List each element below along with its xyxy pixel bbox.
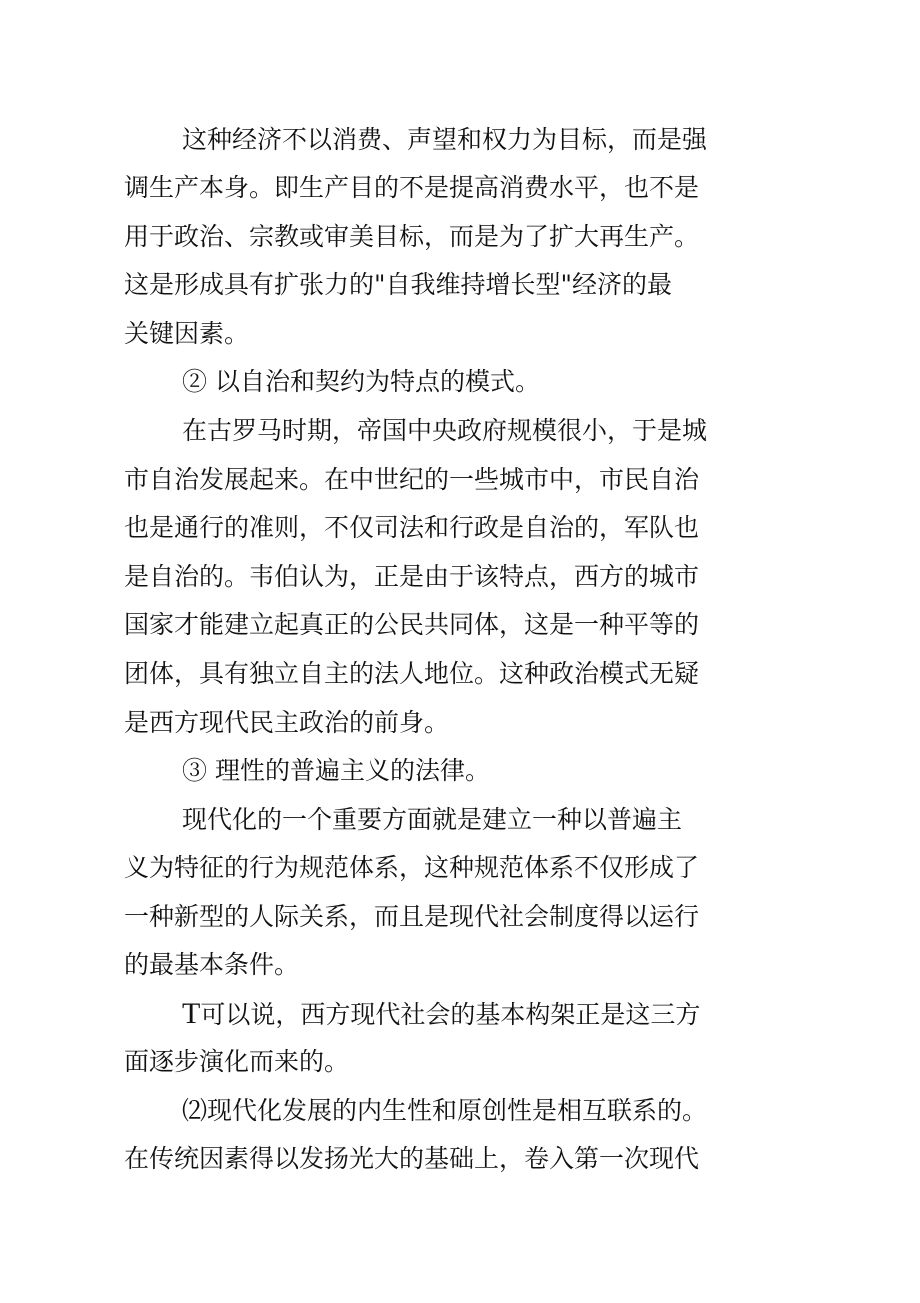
paragraph-3-line-4: 的最基本条件。 bbox=[124, 950, 300, 979]
paragraph-2-line-4: 是自治的。韦伯认为，正是由于该特点，西方的城市 bbox=[124, 562, 700, 591]
paragraph-2-line-2: 市自治发展起来。在中世纪的一些城市中，市民自治 bbox=[124, 465, 700, 494]
paragraph-1-line-1: 这种经济不以消费、声望和权力为目标，而是强 bbox=[182, 125, 708, 154]
paragraph-3-line-3: 一种新型的人际关系，而且是现代社会制度得以运行 bbox=[124, 902, 700, 931]
paragraph-2-line-1: 在古罗马时期，帝国中央政府规模很小，于是城 bbox=[182, 416, 708, 445]
paragraph-2-line-5: 国家才能建立起真正的公民共同体，这是一种平等的 bbox=[124, 610, 700, 639]
paragraph-5-line-1: ⑵现代化发展的内生性和原创性是相互联系的。 bbox=[182, 1096, 708, 1125]
paragraph-1-line-2: 调生产本身。即生产目的不是提高消费水平，也不是 bbox=[124, 173, 700, 202]
paragraph-1-line-4: 这是形成具有扩张力的"自我维持增长型"经济的最 bbox=[124, 270, 672, 299]
paragraph-5-line-2: 在传统因素得以发扬光大的基础上，卷入第一次现代 bbox=[124, 1144, 700, 1173]
paragraph-4-line-1-text: 可以说，西方现代社会的基本构架正是这三方 bbox=[200, 1000, 701, 1029]
paragraph-4-line-2: 面逐步演化而来的。 bbox=[124, 1047, 350, 1076]
paragraph-2-line-7: 是西方现代民主政治的前身。 bbox=[124, 708, 450, 737]
paragraph-4-line-1 bbox=[182, 994, 700, 1034]
paragraph-2-line-6: 团体，具有独立自主的法人地位。这种政治模式无疑 bbox=[124, 659, 700, 688]
section-heading-3: ③ 理性的普遍主义的法律。 bbox=[182, 756, 490, 785]
paragraph-1-line-5: 关键因素。 bbox=[124, 319, 250, 348]
paragraph-3-line-1: 现代化的一个重要方面就是建立一种以普遍主 bbox=[182, 805, 683, 834]
paragraph-2-line-3: 也是通行的准则，不仅司法和行政是自治的，军队也 bbox=[124, 513, 700, 542]
section-heading-2: ② 以自治和契约为特点的模式。 bbox=[182, 367, 540, 396]
paragraph-1-line-3: 用于政治、宗教或审美目标，而是为了扩大再生产。 bbox=[124, 222, 700, 251]
paragraph-3-line-2: 义为特征的行为规范体系，这种规范体系不仅形成了 bbox=[124, 853, 700, 882]
paragraph-4-lead-letter: T bbox=[182, 997, 201, 1030]
